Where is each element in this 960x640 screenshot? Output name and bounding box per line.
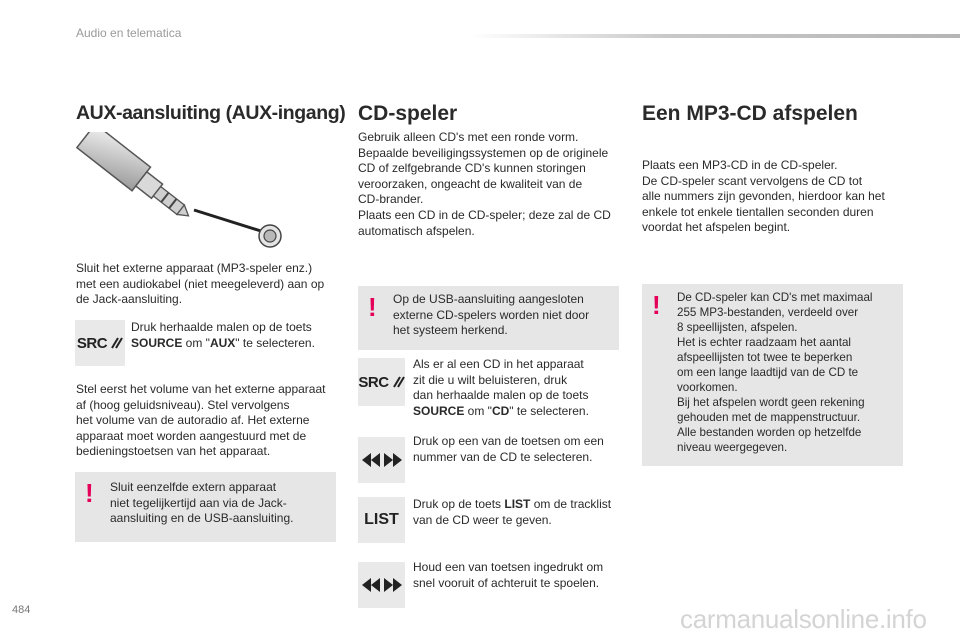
seek-arrows-icon xyxy=(361,577,403,593)
cd-warning-text: Op de USB-aansluiting aangesloten externe CD-spelers worden niet door het systeem herkend. xyxy=(393,292,590,338)
warning-icon: ! xyxy=(652,290,661,320)
cd-step1: Als er al een CD in het apparaat zit die u wilt beluisteren, druk dan herhaalde malen op de toets SOURCE om "CD" te selecteren. xyxy=(413,357,589,418)
page-number: 484 xyxy=(12,604,31,616)
jack-plug-illustration xyxy=(74,132,294,250)
mp3-warning-text: De CD-speler kan CD's met maximaal 255 MP3-bestanden, verdeeld over 8 speellijsten, afspelen. Het is echter raadzaam het aantal afspeellijsten tot twee te beperken om een lange laadtijd van de CD te voorkomen. Bij het afspelen wordt geen rekening gehouden met de mappenstructuur. Alle bestanden worden op hetzelfde niveau weergegeven. xyxy=(677,291,873,454)
aux-warning-text: Sluit eenzelfde extern apparaat niet tegelijkertijd aan via de Jack- aansluiting en de USB-aansluiting. xyxy=(110,480,294,526)
src-button-aux xyxy=(75,320,125,366)
cd-warning-box xyxy=(358,286,619,350)
warning-icon: ! xyxy=(368,292,377,322)
list-button xyxy=(358,497,405,543)
seek-buttons-fast xyxy=(358,562,405,608)
src-button-cd xyxy=(358,358,405,406)
mp3-warning-box xyxy=(642,284,903,466)
src-button-label: SRC xyxy=(76,334,108,352)
seek-buttons-track xyxy=(358,437,405,483)
warning-icon: ! xyxy=(85,478,94,508)
aux-intro: Sluit het externe apparaat (MP3-speler enz.) met een audiokabel (niet meegeleverd) aan op de Jack-aansluiting. xyxy=(76,261,325,307)
seek-arrows-icon xyxy=(361,452,403,468)
mp3-heading: Een MP3-CD afspelen xyxy=(642,102,858,125)
cd-heading: CD-speler xyxy=(358,102,458,125)
header-rule xyxy=(470,34,960,38)
src-slash-icon xyxy=(391,375,405,389)
list-button-label: LIST xyxy=(364,511,399,528)
aux-step1: Druk herhaalde malen op de toets SOURCE om "AUX" te selecteren. xyxy=(131,320,315,350)
src-button-label: SRC xyxy=(358,373,389,391)
aux-heading: AUX-aansluiting (AUX-ingang) xyxy=(76,102,346,124)
aux-paragraph: Stel eerst het volume van het externe apparaat af (hoog geluidsniveau). Stel vervolgens het volume van de autoradio af. Het externe apparaat moet worden aangestuurd met de bedieningstoetsen van het apparaat. xyxy=(76,382,326,459)
cd-intro: Gebruik alleen CD's met een ronde vorm. Bepaalde beveiligingssystemen op de originele CD of zelfgebrande CD's kunnen storingen veroorzaken, ongeacht de kwaliteit van de CD-brander. Plaats een CD in de CD-speler; deze zal de CD automatisch afspelen. xyxy=(358,130,611,238)
aux-warning-box xyxy=(75,472,336,542)
cd-step4: Houd een van toetsen ingedrukt om snel vooruit of achteruit te spoelen. xyxy=(413,560,604,590)
src-slash-icon xyxy=(109,336,123,350)
cd-step3: Druk op de toets LIST om de tracklist van de CD weer te geven. xyxy=(413,497,612,527)
watermark: carmanualsonline.info xyxy=(680,604,927,634)
cd-step2: Druk op een van de toetsen om een nummer van de CD te selecteren. xyxy=(413,434,604,464)
mp3-intro: Plaats een MP3-CD in de CD-speler. De CD-speler scant vervolgens de CD tot alle nummers zijn gevonden, hierdoor kan het enkele tot enkele tientallen seconden duren voordat het afspelen begint. xyxy=(642,158,885,235)
section-header: Audio en telematica xyxy=(76,26,182,40)
